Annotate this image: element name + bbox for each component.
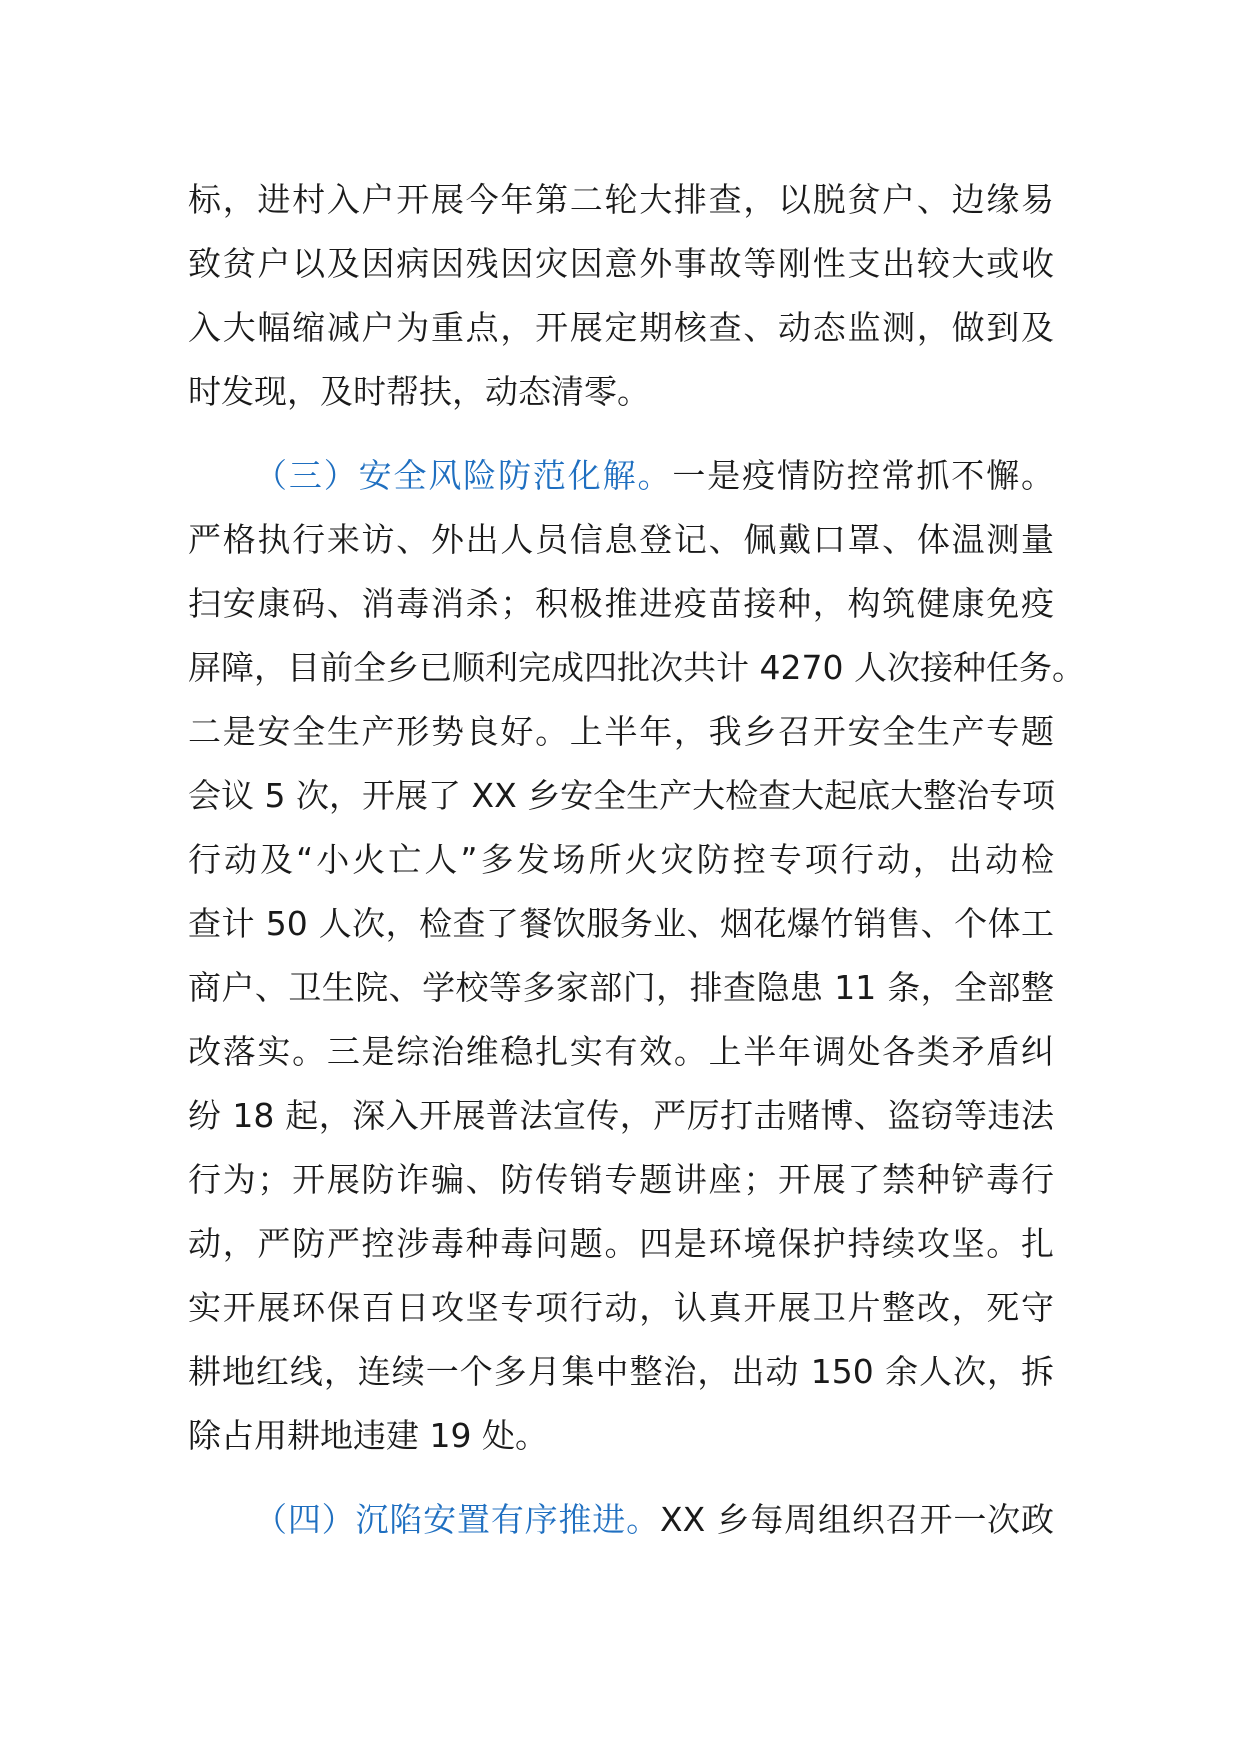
- text-line: [188, 444, 1054, 508]
- text-line: 标，进村入户开展今年第二轮大排查，以脱贫户、边缘易: [188, 180, 1054, 219]
- text-line: 除占用耕地违建 19 处。: [188, 1416, 548, 1455]
- text-line: 行动及“小火亡人”多发场所火灾防控专项行动，出动检: [188, 840, 1054, 879]
- text-line: 屏障，目前全乡已顺利完成四批次共计 4270 人次接种任务。: [188, 648, 1085, 687]
- paragraph-poverty-monitoring: [188, 168, 1054, 424]
- section-heading-4: （四）沉陷安置有序推进。: [254, 1500, 660, 1539]
- text-line: 会议 5 次，开展了 XX 乡安全生产大检查大起底大整治专项: [188, 776, 1056, 815]
- paragraph-subsidence-resettlement: [188, 1488, 1054, 1552]
- text-line: 入大幅缩减户为重点，开展定期核查、动态监测，做到及: [188, 308, 1054, 347]
- text-line: 商户、卫生院、学校等多家部门，排查隐患 11 条，全部整: [188, 968, 1054, 1007]
- text-line: 实开展环保百日攻坚专项行动，认真开展卫片整改，死守: [188, 1288, 1054, 1327]
- text-line: 动，严防严控涉毒种毒问题。四是环境保护持续攻坚。扎: [188, 1224, 1054, 1263]
- text-line: 查计 50 人次，检查了餐饮服务业、烟花爆竹销售、个体工: [188, 904, 1054, 943]
- text-line: 二是安全生产形势良好。上半年，我乡召开安全生产专题: [188, 712, 1054, 751]
- text-run: 一是疫情防控常抓不懈。: [672, 456, 1055, 495]
- document-body: [188, 168, 1085, 1572]
- text-line: 致贫户以及因病因残因灾因意外事故等刚性支出较大或收: [188, 244, 1054, 283]
- text-line: 行为；开展防诈骗、防传销专题讲座；开展了禁种铲毒行: [188, 1160, 1054, 1199]
- text-line: 扫安康码、消毒消杀；积极推进疫苗接种，构筑健康免疫: [188, 584, 1054, 623]
- text-line: 纷 18 起，深入开展普法宣传，严厉打击赌博、盗窃等违法: [188, 1096, 1054, 1135]
- text-run: XX 乡每周组织召开一次政: [659, 1500, 1054, 1539]
- text-line: [188, 1488, 1054, 1552]
- section-heading-3: （三）安全风险防范化解。: [254, 456, 673, 495]
- text-line: 耕地红线，连续一个多月集中整治，出动 150 余人次，拆: [188, 1352, 1054, 1391]
- paragraph-safety-risk: [188, 444, 1085, 1468]
- text-line: 改落实。三是综治维稳扎实有效。上半年调处各类矛盾纠: [188, 1032, 1054, 1071]
- text-line: 严格执行来访、外出人员信息登记、佩戴口罩、体温测量: [188, 520, 1054, 559]
- text-line: 时发现，及时帮扶，动态清零。: [188, 372, 650, 411]
